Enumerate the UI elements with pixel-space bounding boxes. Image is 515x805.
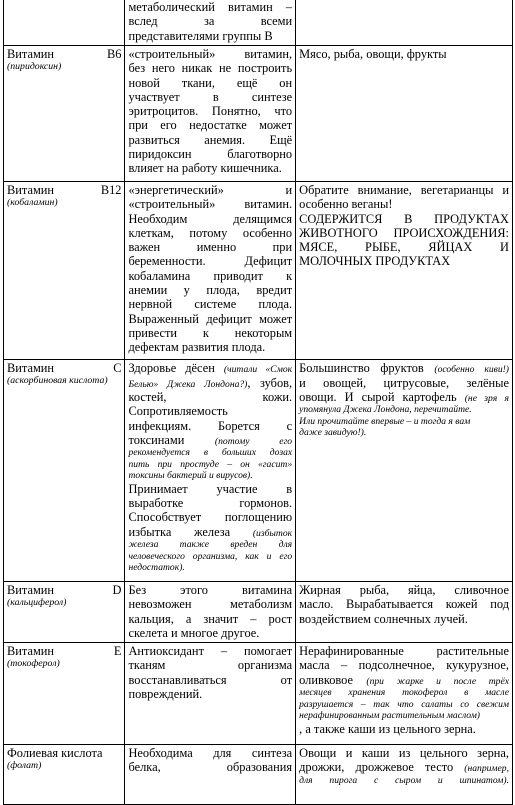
sources-text: дрожжи, дрожжевое тесто: [299, 760, 465, 775]
vitamins-table: [3, 0, 513, 805]
sources-note: (особенно киви!): [434, 364, 509, 375]
role-line: [128, 433, 292, 448]
sources-note-line: упомянула Джека Лондона, перечитайте.: [299, 404, 472, 416]
sources-line: масла – подсолнечное, кукурузное,: [299, 658, 509, 673]
vitamin-sources-cell: [296, 182, 513, 360]
role-line: инфекциям. Борется с: [128, 418, 293, 433]
role-line: Без этого витамина: [128, 583, 293, 597]
sources-line: Нерафинированные растительные: [299, 644, 509, 659]
table-row: [4, 582, 513, 643]
role-line: [128, 525, 292, 540]
role-note: Белью» Джека Лондона?): [128, 378, 248, 390]
vitamin-word: Витамин: [7, 644, 55, 659]
vitamin-chemical-name: (кальциферол): [7, 597, 67, 609]
sources-line: , а также каши из цельного зерна.: [299, 721, 476, 736]
vitamin-name: [7, 644, 121, 658]
role-line: Принимает участие в: [128, 481, 293, 496]
role-line: кальция, а значит – рост: [128, 611, 293, 626]
sources-text: оливковое: [299, 672, 367, 687]
role-line: Сопротивляемость: [128, 404, 228, 419]
sources-text: Большинство фруктов: [299, 361, 435, 375]
role-line: невозможен метаболизм: [128, 597, 293, 612]
vitamin-name: [7, 183, 121, 197]
role-line: восстанавливаться от: [128, 672, 293, 687]
sources-line: Мясо, рыба, овощи, фрукты: [299, 47, 447, 61]
vitamin-sources-cell: [296, 46, 513, 182]
vitamin-code: С: [113, 361, 122, 375]
role-line: Выраженный дефицит может: [128, 311, 293, 326]
role-text: , зубов,: [247, 375, 293, 390]
role-line: при его недостатке может: [128, 118, 293, 133]
sources-line: масло. Вырабатывается кожей под: [299, 597, 509, 612]
sources-note-line: [299, 710, 509, 722]
role-line: без него никак не построить: [128, 61, 293, 76]
vitamin-word: Витамин: [7, 183, 55, 197]
role-line: костей, кожи.: [128, 390, 293, 404]
sources-note: нерафинированным растительным маслом): [299, 710, 481, 722]
table-row: [4, 643, 513, 745]
role-note: (избыток: [252, 527, 293, 539]
role-line: [128, 376, 292, 391]
sources-line: особенно веганы!: [299, 197, 393, 212]
vitamin-chemical-name: (фолат): [7, 760, 42, 772]
sources-line: Обратите внимание, вегетарианцы и: [299, 183, 509, 197]
vitamin-name-cell: [4, 0, 125, 46]
sources-line: МОЛОЧНЫХ ПРОДУКТАХ: [299, 254, 451, 269]
role-text: токсинами: [128, 432, 215, 447]
role-note-line: токсины бактерий и вирусов).: [128, 470, 253, 482]
role-note: (потому его: [214, 435, 293, 447]
vitamin-role-cell: [125, 46, 296, 182]
role-line: развиться анемия. Ещё: [128, 132, 293, 147]
role-note-line: человеческого организма, как и его: [128, 550, 293, 562]
role-line: белка, образования: [128, 760, 293, 775]
vitamin-role-cell: [125, 643, 296, 745]
vitamin-role-cell: [125, 182, 296, 360]
vitamin-name-cell: [4, 643, 125, 745]
vitamin-role-cell: [125, 582, 296, 643]
vitamin-role-cell: [125, 360, 296, 582]
role-line: «строительный» витамин.: [128, 197, 293, 212]
role-line: Способствует поглощению: [128, 510, 293, 525]
vitamin-role-cell: [125, 0, 296, 46]
sources-note-line: для пирога с сыром и шпинатом).: [299, 774, 509, 786]
vitamin-sources-cell: [296, 582, 513, 643]
vitamin-sources-cell: [296, 745, 513, 805]
sources-note-line: даже завидую!).: [299, 427, 367, 439]
role-line: привести к некоторым: [128, 325, 293, 340]
vitamin-role-cell: [125, 745, 296, 805]
role-line: Необходима для синтеза: [128, 746, 293, 761]
role-line: эритроцитов. Понятно, что: [128, 104, 293, 119]
role-note-line: недостаток).: [128, 562, 185, 574]
role-line: кобаламина приводит к: [128, 268, 293, 283]
sources-line: [299, 390, 509, 405]
role-line: [128, 361, 292, 376]
role-line: представителями группы В: [128, 28, 273, 43]
vitamin-name-cell: [4, 46, 125, 182]
role-line: «энергетический» и: [128, 183, 293, 197]
role-text: Здоровье дёсен: [128, 361, 224, 375]
role-line: пиридоксин благотворно: [128, 147, 293, 162]
sources-line: Жирная рыба, яйца, сливочное: [299, 583, 509, 597]
sources-note-line: месяцев хранения токоферол в масле: [299, 687, 509, 699]
role-line: влияет на работу кишечника.: [128, 161, 282, 176]
sources-line: и овощей, цитрусовые, зелёные: [299, 375, 509, 390]
table-row: [4, 745, 513, 805]
sources-line: ЖИВОТНОГО ПРОИСХОЖДЕНИЯ:: [299, 225, 509, 240]
vitamin-code: В6: [107, 47, 122, 61]
table-row: [4, 182, 513, 360]
role-line: метаболический витамин –: [128, 0, 293, 14]
sources-line: Овощи и каши из цельного зерна,: [299, 746, 509, 761]
role-line: беременности. Дефицит: [128, 254, 293, 269]
table-row: [4, 46, 513, 182]
sources-line: СОДЕРЖИТСЯ В ПРОДУКТАХ: [299, 211, 509, 226]
vitamin-word: Витамин: [7, 361, 55, 375]
role-line: дефектам развития плода.: [128, 340, 266, 355]
sources-line: воздействием солнечных лучей.: [299, 611, 468, 626]
role-line: тканям организма: [128, 658, 293, 673]
role-line: анемии у плода, вредит: [128, 283, 293, 298]
role-line: вслед за всеми: [128, 14, 293, 29]
sources-line: МЯСЕ, РЫБЕ, ЯЙЦАХ И: [299, 240, 509, 255]
vitamin-name-cell: [4, 582, 125, 643]
vitamin-name: [7, 47, 121, 61]
role-line: клеткам, потому особенно: [128, 225, 293, 240]
sources-line: [299, 361, 509, 376]
role-line: важен именно при: [128, 240, 293, 255]
role-line: Антиоксидант – помогает: [128, 644, 293, 659]
vitamin-code: D: [112, 583, 122, 597]
vitamin-sources-cell: [296, 643, 513, 745]
role-text: избытка железа: [128, 524, 253, 539]
role-line: нервной системе плода.: [128, 297, 293, 312]
sources-line: [299, 673, 509, 688]
role-note-line: железа также вреден для: [128, 539, 293, 551]
vitamin-sources-cell: [296, 0, 513, 46]
vitamin-name-cell: [4, 182, 125, 360]
vitamin-name: [7, 361, 121, 375]
sources-line: [299, 760, 509, 775]
vitamin-name-cell: [4, 745, 125, 805]
role-line: Необходим делящимся: [128, 211, 293, 226]
role-line: скелета и многое другое.: [128, 625, 260, 640]
role-line: повреждений.: [128, 687, 203, 702]
sources-note-line: разрушается – так что салаты со свежим: [299, 698, 509, 710]
sources-note-line: Или прочитайте впервые – и тогда я вам: [299, 415, 471, 427]
vitamin-code: В12: [100, 183, 122, 197]
role-line: участвует в синтезе: [128, 89, 293, 104]
role-note-line: пить при простуде – он «гасит»: [128, 458, 293, 470]
vitamin-sources-cell: [296, 360, 513, 582]
vitamin-chemical-name: (токоферол): [7, 658, 60, 670]
table-row: [4, 0, 513, 46]
vitamin-name-cell: [4, 360, 125, 582]
sources-note: (при жарке и после трёх: [366, 675, 509, 687]
vitamin-chemical-name: (аскорбиновая кислота): [7, 375, 108, 387]
table-row: [4, 360, 513, 582]
role-line: выработке гормонов.: [128, 496, 293, 511]
role-note: (читали «Смок: [223, 364, 293, 375]
role-line: новой ткани, ещё он: [128, 75, 293, 90]
vitamin-code: Е: [113, 644, 122, 659]
vitamin-word: Витамин: [7, 47, 55, 61]
sources-text: овощи. И сырой картофель: [299, 389, 465, 404]
vitamin-chemical-name: (пиридоксин): [7, 61, 62, 73]
vitamin-word: Витамин: [7, 583, 55, 597]
sources-note: (например,: [464, 763, 509, 775]
vitamin-name: Фолиевая кислота: [7, 746, 103, 761]
vitamin-name: [7, 583, 121, 597]
role-note-line: рекомендуется в больших дозах: [128, 447, 293, 459]
sources-note: (не зря я: [464, 392, 509, 404]
vitamin-chemical-name: (кобаламин): [7, 197, 58, 209]
role-line: «строительный» витамин,: [128, 47, 293, 61]
